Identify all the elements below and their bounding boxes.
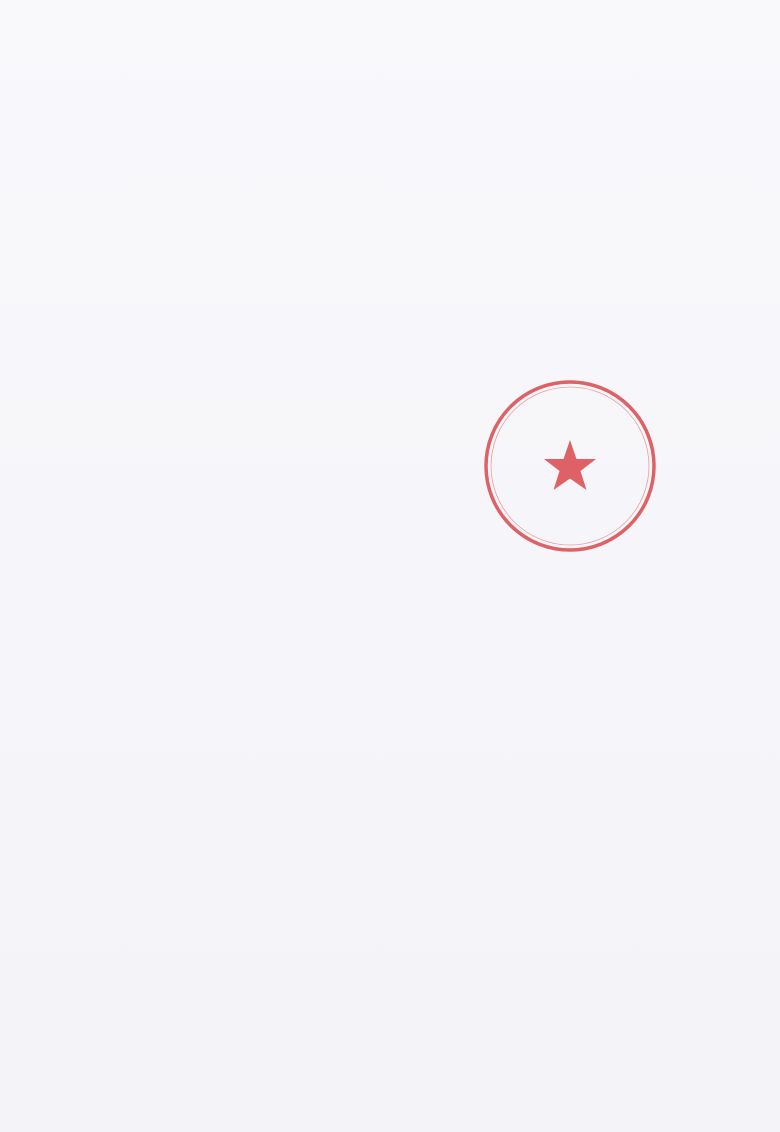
paragraph-line bbox=[133, 234, 693, 279]
paragraph-line bbox=[133, 145, 693, 190]
paragraph-line bbox=[133, 323, 693, 368]
official-seal-stamp bbox=[482, 378, 658, 554]
paragraph-line bbox=[133, 189, 693, 234]
paragraph-line bbox=[133, 278, 693, 323]
paragraph-line bbox=[133, 100, 693, 145]
seal-star-icon bbox=[544, 440, 596, 490]
paragraph-strengthen-enforcement bbox=[133, 100, 693, 412]
